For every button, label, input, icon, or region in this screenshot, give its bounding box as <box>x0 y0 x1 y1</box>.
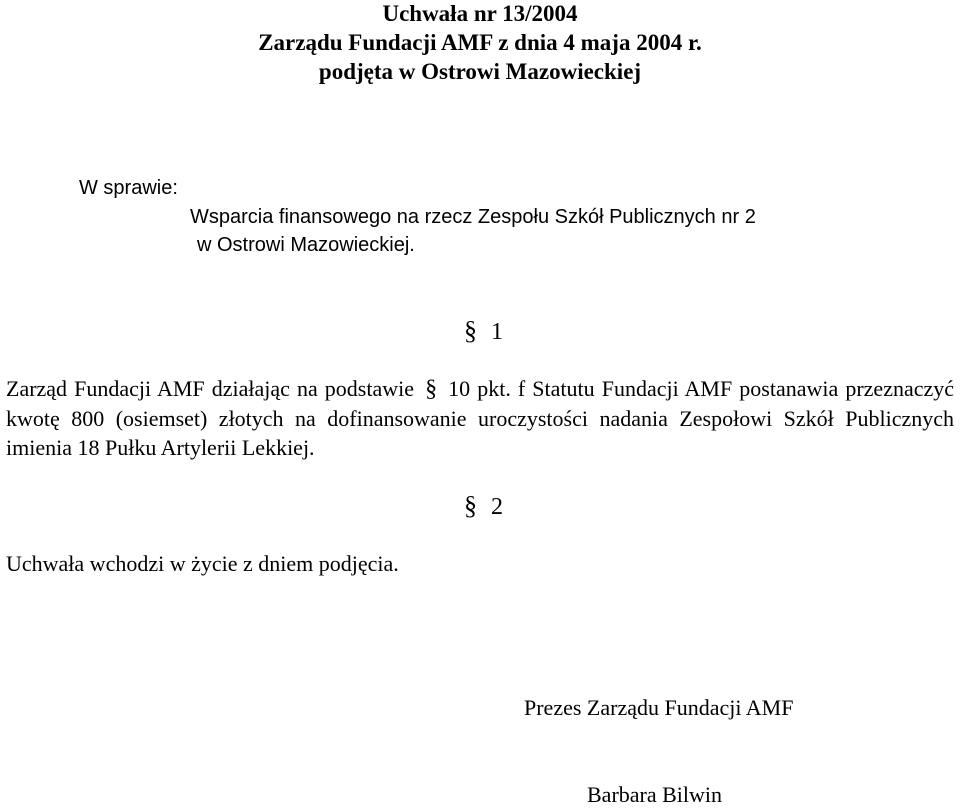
section-1-text-before: Zarząd Fundacji AMF działając na podstawie <box>6 376 414 401</box>
resolution-place: podjęta w Ostrowi Mazowieckiej <box>318 59 642 84</box>
section-1-number: 1 <box>491 319 503 345</box>
section-1-heading <box>464 317 503 346</box>
subject-label: W sprawie: <box>79 177 178 199</box>
section-sign-inline-icon: § <box>425 376 438 402</box>
section-sign-icon: § <box>464 491 477 520</box>
signature-role: Prezes Zarządu Fundacji AMF <box>524 695 794 720</box>
section-1-text-after: 10 pkt. f Statutu Fundacji AMF postanawia przeznaczyć kwotę 800 (osiemset) złotych na dofinansowanie uroczystości nadania Zespołowi Szkół Publicznych imienia 18 Pułku Artylerii Lekkiej. <box>6 376 955 460</box>
signature-name: Barbara Bilwin <box>587 782 723 807</box>
section-sign-icon: § <box>464 316 477 345</box>
subject-line-1: Wsparcia finansowego na rzecz Zespołu Szkół Publicznych nr 2 <box>190 206 756 228</box>
section-2-number: 2 <box>491 494 503 520</box>
section-2-text: Uchwała wchodzi w życie z dniem podjęcia. <box>6 551 399 576</box>
subject-line-2: w Ostrowi Mazowieckiej. <box>197 234 415 256</box>
resolution-issuer-date: Zarządu Fundacji AMF z dnia 4 maja 2004 r. <box>258 30 702 55</box>
section-1-paragraph <box>6 374 954 462</box>
section-2-heading <box>464 492 503 521</box>
resolution-title: Uchwała nr 13/2004 <box>382 1 578 26</box>
